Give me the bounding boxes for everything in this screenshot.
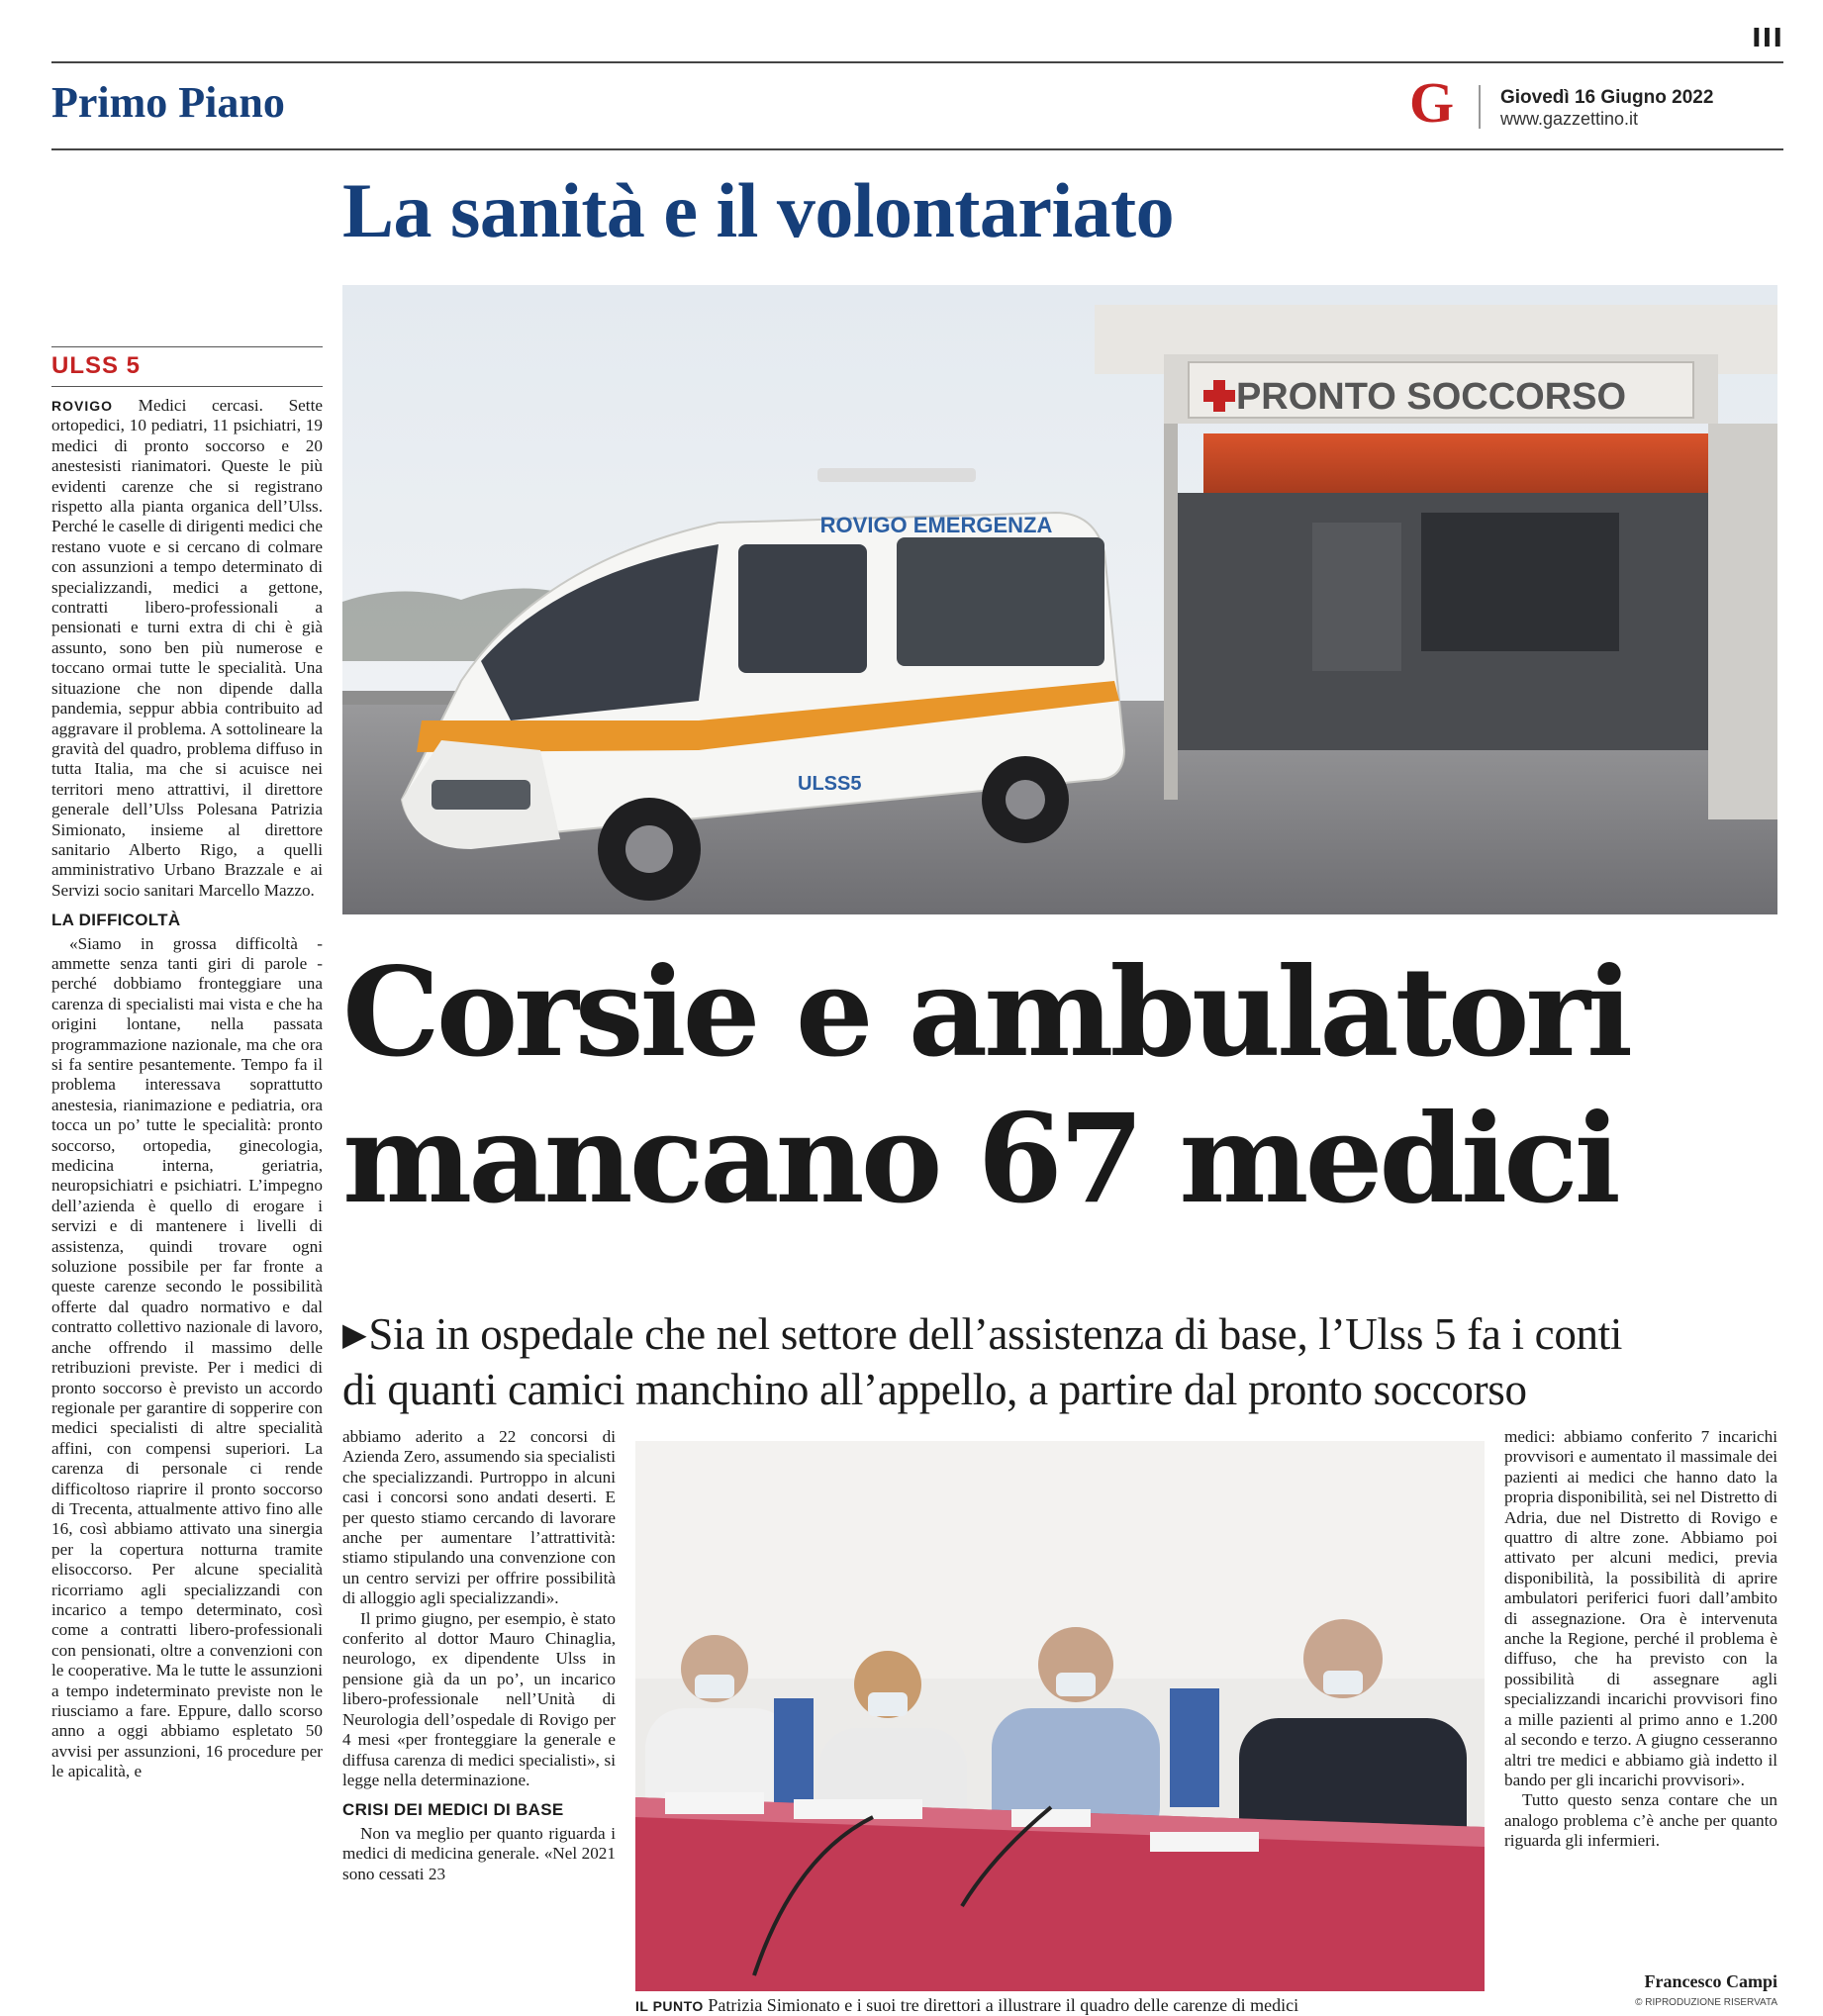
header-rule	[51, 148, 1783, 150]
triangle-bullet-icon: ▶	[342, 1316, 367, 1352]
article-column-2	[342, 1427, 616, 2011]
article-column-1	[51, 396, 323, 2009]
article-column-3	[1504, 1427, 1777, 1967]
article-paragraph: Tutto questo senza contare che un analogo problema c’è anche per quanto riguarda gli infermieri.	[1504, 1790, 1777, 1851]
ambulance-photo	[342, 285, 1777, 914]
ambulance-label: ROVIGO EMERGENZA	[819, 513, 1053, 537]
summary-line-1: Sia in ospedale che nel settore dell’assistenza di base, l’Ulss 5 fa i conti	[368, 1309, 1623, 1359]
summary	[342, 1306, 1777, 1417]
caption-label: IL PUNTO	[635, 1998, 704, 2014]
ulss-tag: ULSS 5	[51, 352, 142, 379]
website-url[interactable]: www.gazzettino.it	[1500, 109, 1639, 129]
paragraph-text: Medici cercasi. Sette ortopedici, 10 pediatri, 11 psichiatri, 19 medici di pronto soccorso e 20 anestesisti rianimatori. Queste le più evidenti carenze che si registrano rispetto alla pianta organica dell’Ulss. Perché le caselle di dirigenti medici che restano vuote e si cercano di colmare con assunzioni a tempo determinato di specializzandi, medici a gettone, contratti libero-professionali a pensionati e turni extra di chi è già assunto, sono ben più numerose e toccano ormai tutte le specialità. Una situazione che non dipende dalla pandemia, seppur abbia contribuito ad aggravare il problema. A sottolineare la gravità del quadro, problema diffuso in tutta Italia, ma che si acuisce nei territori meno attrattivi, il direttore generale dell’Ulss Polesana Patrizia Simionato, insieme al direttore sanitario Alberto Rigo, a quelli amministrativo Urbano Brazzale e ai Servizi socio sanitari Marcello Mazzo.	[51, 396, 323, 900]
issue-date: Giovedì 16 Giugno 2022	[1500, 87, 1714, 108]
logo-divider	[1479, 85, 1481, 129]
subhead-medici-di-base: CRISI DEI MEDICI DI BASE	[342, 1800, 564, 1820]
press-conference-photo	[635, 1441, 1485, 1991]
page-number: III	[1751, 24, 1783, 53]
article-paragraph	[51, 396, 323, 901]
sidebar-rule-top	[51, 346, 323, 347]
summary-line-2: di quanti camici manchino all’appello, a partire dal pronto soccorso	[342, 1365, 1527, 1414]
article-paragraph: medici: abbiamo conferito 7 incarichi provvisori e aumentato il massimale dei pazienti ai medici che hanno dato la propria disponibilità, sei nel Distretto di Adria, due nel Distretto di Rovigo e quattro di altre zone. Abbiamo poi attivato per alcuni medici, previa disponibilità, la possibilità di aprire ambulatori periferici fuori dall’ambito di assegnazione. Ora è intervenuta anche la Regione, perché il problema è diffuso, che ha previsto con la possibilità di assegnare agli specializzandi incarichi provvisori fino a mille pazienti al primo anno e 1.200 al secondo e terzo. A giugno cesseranno altri tre medici e abbiamo già indetto il bando per gli incarichi provvisori».	[1504, 1427, 1777, 1789]
author-byline: Francesco Campi	[1644, 1971, 1777, 1991]
photo-caption	[635, 1995, 1506, 2016]
copyright-note: © RIPRODUZIONE RISERVATA	[1635, 1997, 1777, 2008]
section-name: Primo Piano	[51, 78, 285, 127]
sidebar-rule-bottom	[51, 386, 323, 387]
topic-kicker: La sanità e il volontariato	[342, 167, 1175, 253]
caption-text: Patrizia Simionato e i suoi tre direttori a illustrare il quadro delle carenze di medici	[708, 1995, 1299, 2015]
headline-line-1: Corsie e ambulatori	[342, 941, 1630, 1085]
ulss-logo-on-van: ULSS5	[798, 773, 862, 795]
headline-line-2: mancano 67 medici	[342, 1088, 1617, 1231]
article-paragraph: Il primo giugno, per esempio, è stato conferito al dottor Mauro Chinaglia, neurologo, ex dipendente Ulss in pensione già da un po’, un incarico libero-professionale nell’Unità di Neurologia dell’ospedale di Rovigo per 4 mesi «per fronteggiare la generale e diffusa carenza di medici specialisti», si legge nella determinazione.	[342, 1608, 616, 1789]
pronto-soccorso-sign: PRONTO SOCCORSO	[1235, 376, 1627, 418]
gazzettino-logo: G	[1409, 70, 1455, 135]
article-paragraph: «Siamo in grossa difficoltà - ammette senza tanti giri di parole - perché dobbiamo fronteggiare una carenza di specialisti mai vista e che ha origini lontane, nella passata programmazione nazionale, ma che ora si fa sentire pesantemente. Tempo fa il problema interessava soprattutto anestesia, rianimazione e pediatria, ora tocca un po’ tutte le specialità: pronto soccorso, ortopedia, ginecologia, medicina interna, geriatria, neuropsichiatri e psichiatri. L’impegno dell’azienda è quello di erogare i servizi e di mantenere i livelli di assistenza, quindi trovare ogni soluzione possibile per far fronte a queste carenze secondo le possibilità offerte dal quadro normativo e dal contratto collettivo nazionale di lavoro, anche offrendo il massimo delle retribuzioni previste. Per i medici di pronto soccorso è previsto un accordo regionale per garantire di sopperire con medici specialisti di altre specialità affini, con compensi superiori. La carenza di personale ci rende difficoltoso riaprire il pronto soccorso di Trecenta, attualmente attivo fino alle 16, così abbiamo attivato una sinergia per la copertura notturna tramite elisoccorso. Per alcune specialità ricorriamo agli specializzandi con incarico a tempo determinato, così come a contratti libero-professionali con pensionati, oltre a convenzioni con le cooperative. Ma le tutte le assunzioni a tempo indeterminato previste non le riusciamo a fare. Eppure, dallo scorso anno a oggi abbiamo espletato 50 avvisi per assunzioni, 16 procedure per le apicalità, e	[51, 933, 323, 1781]
headline	[342, 940, 1777, 1233]
article-paragraph: Non va meglio per quanto riguarda i medici di medicina generale. «Nel 2021 sono cessati 23	[342, 1823, 616, 1883]
subhead-difficolta: LA DIFFICOLTÀ	[51, 911, 181, 930]
dateline: ROVIGO	[51, 398, 114, 414]
article-paragraph: abbiamo aderito a 22 concorsi di Azienda Zero, assumendo sia specialisti che specializzandi. Purtroppo in alcuni casi i concorsi sono andati deserti. E per questo stiamo cercando di lavorare anche per aumentare l’attrattività: stiamo stipulando una convenzione con un centro servizi per offrire possibilità di alloggio agli specializzandi».	[342, 1427, 616, 1608]
top-rule	[51, 61, 1783, 63]
